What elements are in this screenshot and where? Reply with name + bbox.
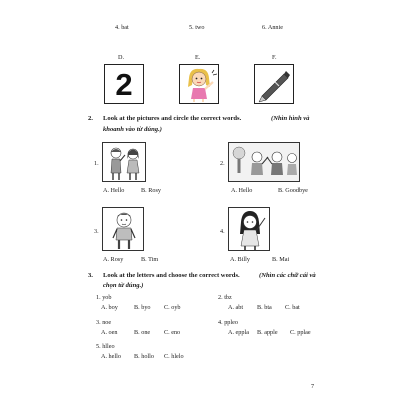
- ex3-item4-option-c[interactable]: C. pplae: [290, 329, 311, 336]
- ex3-item5-option-a[interactable]: A. hello: [101, 353, 121, 360]
- ex2-item1-option-b[interactable]: B. Rosy: [141, 187, 161, 194]
- pen-image: [255, 65, 293, 103]
- ex2-item3-number: 3.: [94, 228, 99, 235]
- ex2-item4-number: 4.: [220, 228, 225, 235]
- ex3-item2-question: 2. tbz: [218, 294, 232, 301]
- ex3-instruction-vn-2: chọn từ đúng.): [103, 282, 144, 289]
- letter-e: E.: [195, 54, 201, 61]
- ex3-instruction: Look at the letters and choose the correct words.: [103, 272, 240, 279]
- ex2-instruction-vn: (Nhìn hình và: [271, 115, 310, 122]
- children-waving-goodbye-image: [229, 143, 300, 182]
- ex2-item1-number: 1.: [94, 160, 99, 167]
- ex2-instruction: Look at the pictures and circle the correct words.: [103, 115, 242, 122]
- children-greeting-image: [103, 143, 146, 182]
- ex3-item5-question: 5. hlleo: [96, 343, 115, 350]
- page-number: 7: [311, 383, 315, 390]
- ex2-picture-4: [228, 207, 270, 251]
- ex3-item2-option-b[interactable]: B. bta: [257, 304, 272, 311]
- ex3-item3-option-b[interactable]: B. one: [134, 329, 151, 336]
- ex3-instruction-vn: (Nhìn các chữ cái và: [259, 272, 316, 279]
- ex2-picture-1: [102, 142, 146, 182]
- ex3-item5-option-c[interactable]: C. hlelo: [164, 353, 184, 360]
- ex2-item2-number: 2.: [220, 160, 225, 167]
- girl-pointing-image: [180, 65, 218, 103]
- ex3-number: 3.: [88, 272, 93, 279]
- ex3-item1-question: 1. yob: [96, 294, 112, 301]
- letter-d: D.: [118, 54, 125, 61]
- letter-f: F.: [272, 54, 277, 61]
- word-5: 5. two: [189, 24, 205, 31]
- ex3-item2-option-c[interactable]: C. bat: [285, 304, 300, 311]
- ex2-item3-option-b[interactable]: B. Tim: [141, 256, 159, 263]
- ex3-item1-option-b[interactable]: B. byo: [134, 304, 151, 311]
- ex2-item1-option-a[interactable]: A. Hello: [103, 187, 125, 194]
- ex2-instruction-vn-2: khoanh vào từ đúng.): [103, 126, 162, 133]
- ex2-item2-option-a[interactable]: A. Hello: [231, 187, 253, 194]
- ex2-item3-option-a[interactable]: A. Rosy: [103, 256, 124, 263]
- ex3-item1-option-a[interactable]: A. boy: [101, 304, 118, 311]
- ex3-item4-option-b[interactable]: B. apple: [257, 329, 278, 336]
- picture-box-e: [179, 64, 219, 104]
- word-6: 6. Annie: [262, 24, 283, 31]
- ex2-number: 2.: [88, 115, 93, 122]
- ex2-item4-option-a[interactable]: A. Billy: [230, 256, 250, 263]
- ex3-item4-option-a[interactable]: A. eppla: [228, 329, 249, 336]
- ex3-item3-question: 3. noe: [96, 319, 112, 326]
- picture-box-d: [104, 64, 144, 104]
- ex3-item1-option-c[interactable]: C. oyb: [164, 304, 181, 311]
- picture-box-f: [254, 64, 294, 104]
- ex3-item4-question: 4. ppleo: [218, 319, 238, 326]
- word-4: 4. bat: [115, 24, 129, 31]
- boy-image: [103, 208, 144, 251]
- ex3-item2-option-a[interactable]: A. abt: [228, 304, 244, 311]
- ex3-item3-option-c[interactable]: C. eno: [164, 329, 181, 336]
- ex3-item5-option-b[interactable]: B. hollo: [134, 353, 154, 360]
- ex2-item2-option-b[interactable]: B. Goodbye: [278, 187, 308, 194]
- girl-image: [229, 208, 270, 251]
- number-two-image: 2: [115, 67, 133, 102]
- ex2-picture-2: [228, 142, 300, 182]
- ex3-item3-option-a[interactable]: A. oen: [101, 329, 118, 336]
- ex2-picture-3: [102, 207, 144, 251]
- ex2-item4-option-b[interactable]: B. Mai: [272, 256, 290, 263]
